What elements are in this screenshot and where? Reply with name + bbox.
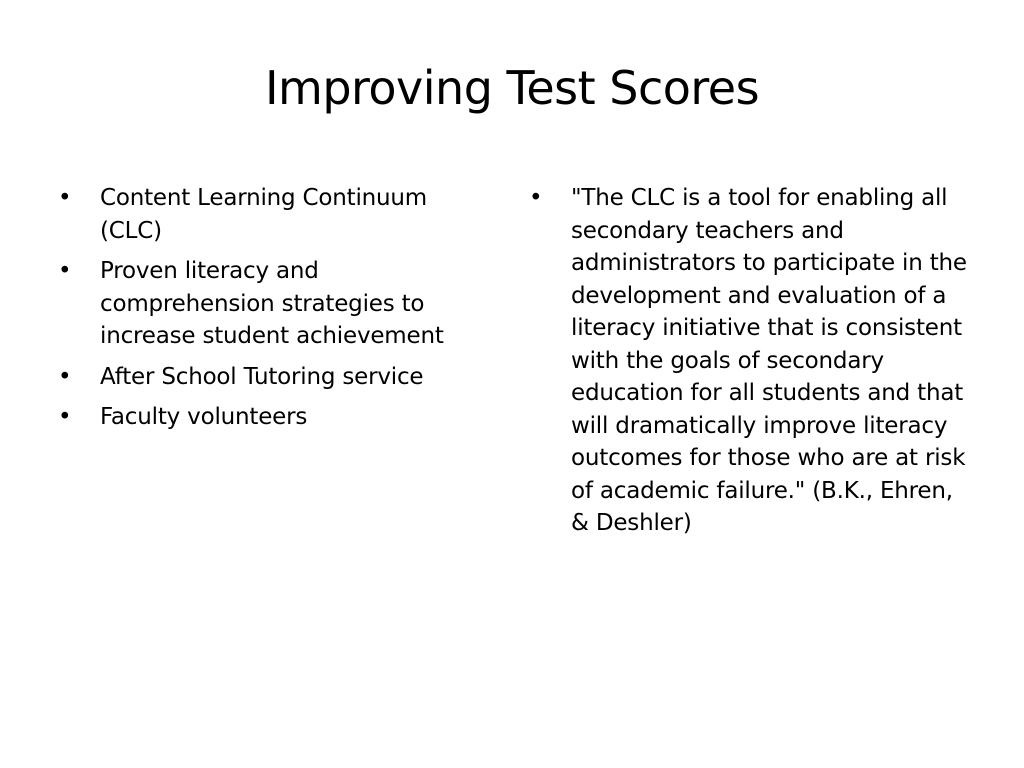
bullet-text: After School Tutoring service	[100, 363, 424, 390]
left-bullet-list	[58, 182, 478, 442]
list-item	[58, 361, 478, 394]
bullet-icon: •	[58, 185, 72, 211]
bullet-icon: •	[58, 363, 72, 390]
bullet-icon: •	[529, 185, 543, 211]
quote-text: "The CLC is a tool for enabling all secondary teachers and administrators to participate in the development and evaluation of a literacy initiative that is consistent with the goals of secondary education for all students and that will dramatically improve literacy outcomes for those who are at risk of academic failure." (B.K., Ehren, & Deshler)	[571, 185, 967, 536]
list-item	[529, 182, 969, 540]
slide-title: Improving Test Scores	[264, 61, 760, 115]
list-item	[58, 401, 478, 434]
bullet-icon: •	[58, 258, 72, 284]
right-bullet-list	[529, 182, 969, 548]
list-item	[58, 255, 478, 353]
bullet-text: Content Learning Continuum (CLC)	[100, 185, 427, 244]
list-item	[58, 182, 478, 247]
bullet-text: Faculty volunteers	[100, 404, 308, 430]
bullet-icon: •	[58, 404, 72, 430]
bullet-text: Proven literacy and comprehension strategies to increase student achievement	[100, 258, 444, 349]
